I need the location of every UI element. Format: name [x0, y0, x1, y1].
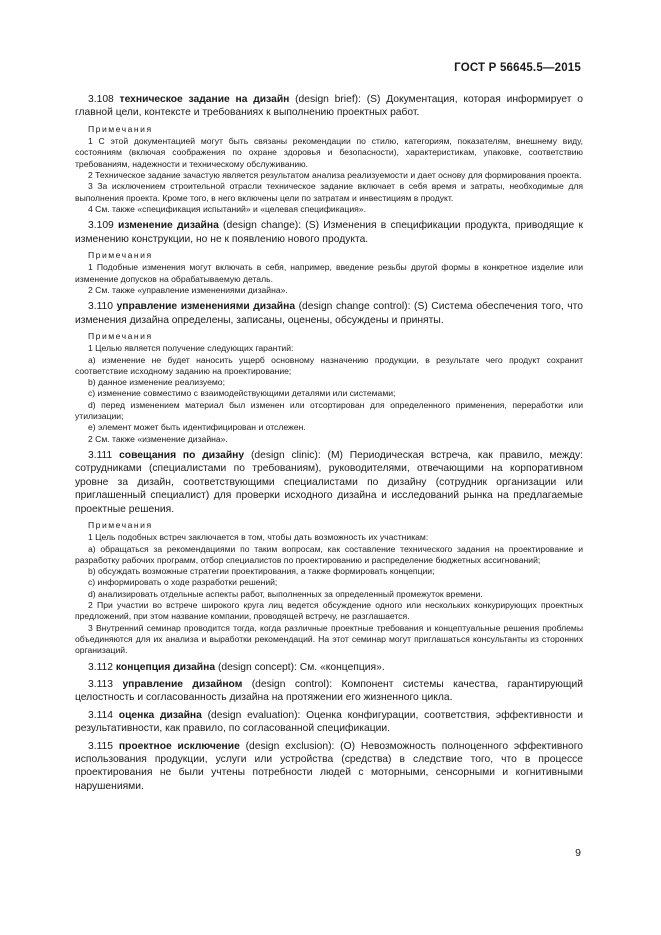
- note-item: e) элемент может быть идентифицирован и отслежен.: [88, 422, 306, 433]
- note-item: а) обращаться за рекомендациями по таким вопросам, как составление технического задания на проектирование и разработку рабочих программ, отбор специалистов по проектированию и распределение бюджетных ассигнований;: [75, 543, 583, 565]
- note-item: 1 Подобные изменения могут включать в себя, например, введение резьбы другой формы в конкретное изделие или изменение допусков на обрабатываемую деталь.: [75, 262, 583, 284]
- term-definition: (design concept): См. «концепция».: [215, 661, 385, 673]
- term-number: 3.110: [88, 301, 114, 313]
- term-title: совещания по дизайну: [119, 449, 245, 461]
- notes-3-109: [75, 250, 583, 296]
- term-definition: (design exclusion): (O) Невозможность полноценного эффективного использования продукции, услуги или устройства (средства) в следствие того, что в процессе проектирования не были учтены потребности людей с моторными, сенсорными и когнитивными нарушениями.: [75, 740, 583, 792]
- note-item: 1 С этой документацией могут быть связаны рекомендации по стилю, категориям, показателям, внешнему виду, состояниям (включая соображения по охране здоровья и безопасности), характеристикам, упаковке, соответствию требованиям, надежности и техническому обслуживанию.: [75, 136, 583, 169]
- notes-heading: Примечания: [88, 250, 153, 260]
- note-item: 2 См. также «управление изменениями дизайна».: [88, 284, 288, 295]
- term-definition: (design brief): (S) Документация, которая информирует о главной цели, контексте и требованиях к выполнению проектных работ.: [75, 94, 583, 119]
- term-definition: (design change control): (S) Система обеспечения того, что изменения дизайна определены, записаны, оценены, обсуждены и приняты.: [75, 301, 583, 326]
- term-entry-3-115: [75, 740, 583, 794]
- term-entry-3-110: [75, 300, 583, 327]
- term-definition: (design clinic): (M) Периодическая встреча, как правило, между: сотрудниками (специалистами по требованиям), руководителями, отвечающими на корпоративном уровне за дизайн, соответствующими специалистами по дизайну (сотрудник организации или приглашенный специалист) для проверки исходного дизайна и исследований рынка на предлагаемые проектные решения.: [75, 449, 583, 515]
- notes-heading: Примечания: [88, 123, 153, 134]
- term-entry-3-111: [75, 449, 583, 516]
- note-item: b) обсуждать возможные стратегии проектирования, а также формировать концепции;: [88, 566, 435, 577]
- note-item: b) данное изменение реализуемо;: [88, 377, 225, 388]
- term-title: концепция дизайна: [115, 661, 216, 673]
- term-number: 3.111: [88, 449, 113, 461]
- notes-heading: Примечания: [88, 520, 153, 530]
- note-item: 3 Внутренний семинар проводится тогда, когда различные проектные требования и концептуальные решения проблемы объединяются для их анализа и выработки рекомендаций. На этот семинар могут приглашаться консультанты из сторонних организаций.: [75, 622, 583, 656]
- term-number: 3.114: [88, 709, 114, 721]
- term-title: оценка дизайна: [118, 709, 202, 721]
- note-item: 3 За исключением строительной отрасли техническое задание включает в себя время и затраты, необходимые для выполнения проекта. Кроме того, в него включены цели по затратам и инвестициям в продукт.: [75, 181, 583, 203]
- term-title: проектное исключение: [118, 740, 240, 752]
- notes-3-110: [75, 331, 583, 445]
- term-entry-3-108: [75, 93, 583, 120]
- term-entry-3-114: [75, 709, 583, 736]
- note-item: 4 См. также «спецификация испытаний» и «целевая спецификация».: [88, 203, 366, 214]
- term-number: 3.115: [88, 740, 114, 752]
- note-item: 1 Целью является получение следующих гарантий:: [88, 343, 294, 354]
- term-definition: (design control): Компонент системы качества, гарантирующий целостность и согласованность дизайна на протяжении его жизненного цикла.: [75, 678, 583, 704]
- term-number: 3.113: [88, 678, 114, 690]
- notes-heading: Примечания: [88, 331, 153, 341]
- note-item: а) изменение не будет наносить ущерб основному назначению продукции, в результате чего продукт сохранит соответствие исходному заданию на проектирование;: [75, 354, 583, 376]
- term-definition: (design change): (S) Изменения в спецификации продукта, приводящие к изменению конструкции, но не к появлению нового продукта.: [75, 220, 583, 245]
- note-item: 1 Цель подобных встреч заключается в том, чтобы дать возможность их участникам:: [88, 532, 429, 543]
- term-number: 3.112: [88, 661, 114, 673]
- note-item: c) изменение совместимо с взаимодействующими деталями или системами;: [88, 388, 396, 399]
- standard-code-header: ГОСТ Р 56645.5—2015: [454, 62, 581, 74]
- document-body: [75, 93, 583, 797]
- term-title: техническое задание на дизайн: [119, 94, 290, 105]
- term-title: управление дизайном: [122, 678, 243, 690]
- note-item: 2 Техническое задание зачастую является результатом анализа реализуемости и дает основу для формирования проекта.: [88, 170, 582, 180]
- term-number: 3.108: [88, 94, 114, 105]
- note-item: c) информировать о ходе разработки решений;: [88, 577, 278, 588]
- page-number: 9: [575, 847, 581, 859]
- notes-3-111: [75, 520, 583, 657]
- note-item: d) анализировать отдельные аспекты работ, выполненных за определенный промежуток времени.: [88, 588, 483, 599]
- notes-3-108: [75, 124, 583, 215]
- term-definition: (design evaluation): Оценка конфигурации, соответствия, эффективности и результативности, как правило, по согласованной спецификации.: [75, 709, 583, 735]
- term-entry-3-112: [75, 661, 583, 674]
- term-title: изменение дизайна: [118, 220, 219, 232]
- term-entry-3-113: [75, 678, 583, 705]
- note-item: 2 При участии во встрече широкого круга лиц ведется обсуждение одного или нескольких конкурирующих проектных предложений, при этом название компании, проводящей встречу, не разглашается.: [75, 600, 583, 622]
- term-entry-3-109: [75, 219, 583, 246]
- term-number: 3.109: [88, 220, 114, 232]
- note-item: d) перед изменением материал был изменен или отсортирован для определенного применения, переработки или утилизации;: [75, 399, 583, 422]
- note-item: 2 См. также «изменение дизайна».: [88, 433, 228, 444]
- term-title: управление изменениями дизайна: [116, 301, 296, 313]
